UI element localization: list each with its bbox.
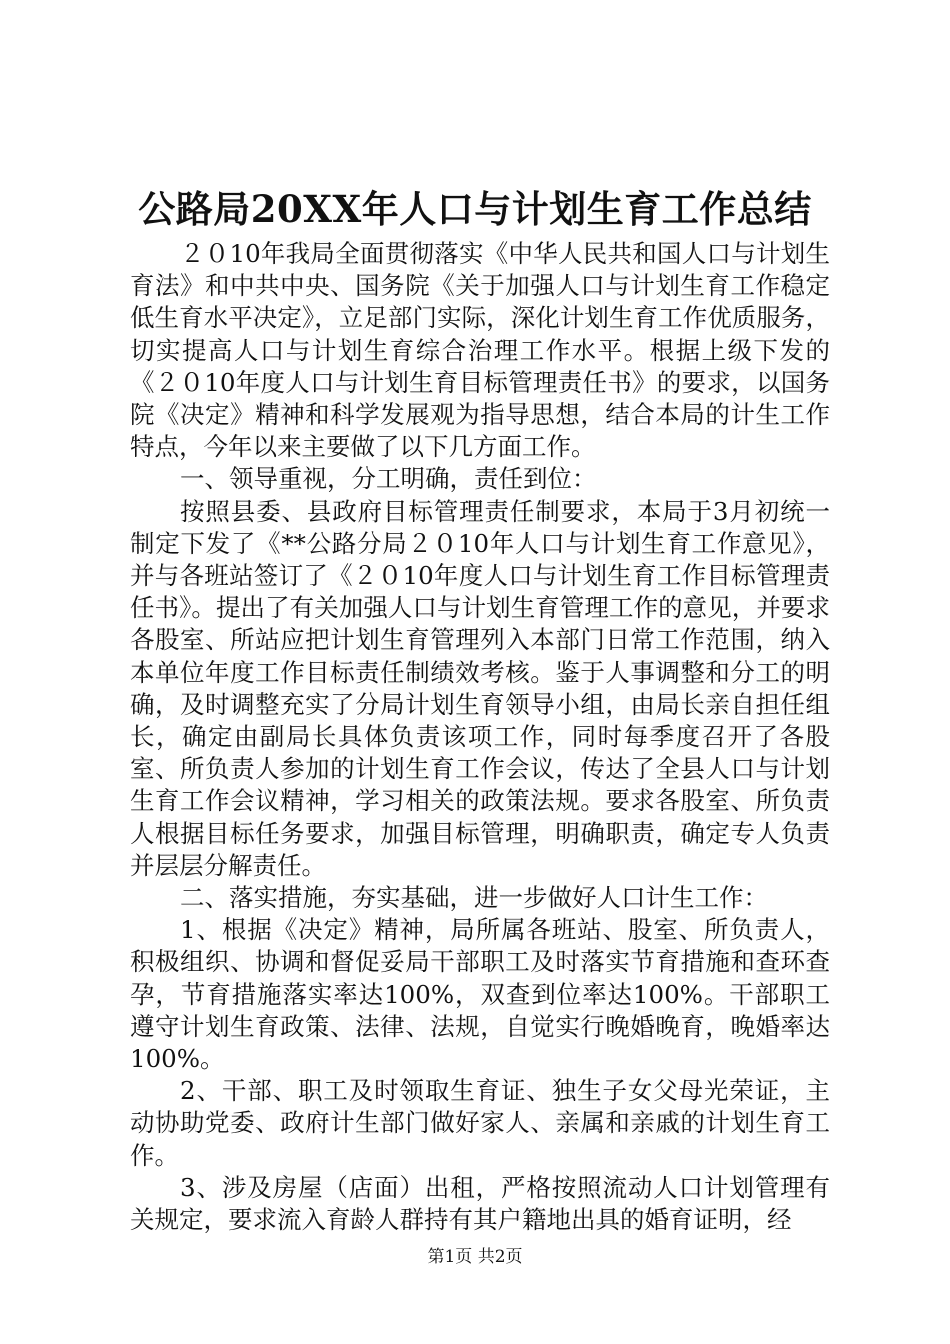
document-title: 公路局20XX年人口与计划生育工作总结	[138, 187, 812, 231]
paragraph-item-1: 1、根据《决定》精神，局所属各班站、股室、所负责人，积极组织、协调和督促妥局干部职工及时落实节育措施和查环查孕，节育措施落实率达100%，双查到位率达100%。干部职工遵守计划生育政策、法律、法规，自觉实行晚婚晚育，晚婚率达100%。	[130, 915, 830, 1074]
paragraph-item-2: 2、干部、职工及时领取生育证、独生子女父母光荣证，主动协助党委、政府计生部门做好家人、亲属和亲戚的计划生育工作。	[130, 1076, 830, 1170]
paragraph-item-3: 3、涉及房屋（店面）出租，严格按照流动人口计划管理有关规定，要求流入育龄人群持有其户籍地出具的婚育证明，经	[130, 1172, 830, 1235]
section-heading-1: 一、领导重视，分工明确，责任到位：	[180, 464, 597, 494]
page-number-footer: 第1页 共2页	[427, 1247, 523, 1267]
paragraph-intro: ２０10年我局全面贯彻落实《中华人民共和国人口与计划生育法》和中共中央、国务院《关于加强人口与计划生育工作稳定低生育水平决定》，立足部门实际，深化计划生育工作优质服务，切实提高人口与计划生育综合治理工作水平。根据上级下发的《２０10年度人口与计划生育目标管理责任书》的要求，以国务院《决定》精神和科学发展观为指导思想，结合本局的计生工作特点，今年以来主要做了以下几方面工作。	[130, 239, 830, 462]
section-heading-2: 二、落实措施，夯实基础，进一步做好人口计生工作：	[180, 883, 768, 913]
document-body	[130, 238, 830, 1236]
paragraph-section-1: 按照县委、县政府目标管理责任制要求，本局于3月初统一制定下发了《**公路分局２０10年人口与计划生育工作意见》，并与各班站签订了《２０10年度人口与计划生育工作目标管理责任书》。提出了有关加强人口与计划生育管理工作的意见，并要求各股室、所站应把计划生育管理列入本部门日常工作范围，纳入本单位年度工作目标责任制绩效考核。鉴于人事调整和分工的明确，及时调整充实了分局计划生育领导小组，由局长亲自担任组长，确定由副局长具体负责该项工作，同时每季度召开了各股室、所负责人参加的计划生育工作会议，传达了全县人口与计划生育工作会议精神，学习相关的政策法规。要求各股室、所负责人根据目标任务要求，加强目标管理，明确职责，确定专人负责并层层分解责任。	[130, 496, 830, 880]
